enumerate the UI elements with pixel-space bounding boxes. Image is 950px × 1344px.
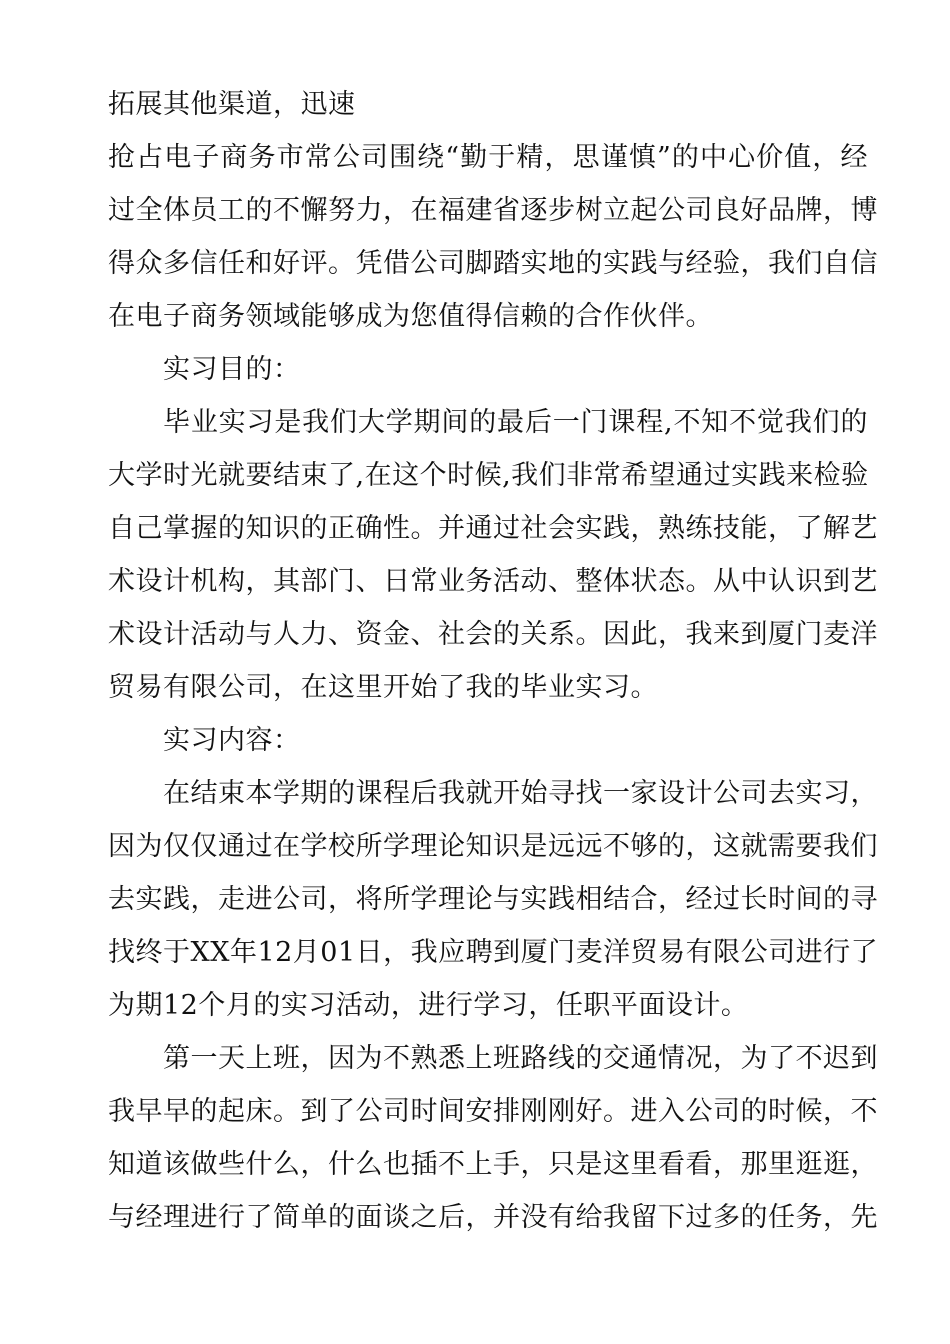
text-line: 找终于XX年12月01日，我应聘到厦门麦洋贸易有限公司进行了 [108,937,879,968]
text-line: 抢占电子商务市常公司围绕“勤于精，思谨慎”的中心价值，经 [108,142,868,173]
text-line: 得众多信任和好评。凭借公司脚踏实地的实践与经验，我们自信 [108,248,878,279]
text-line: 在电子商务领域能够成为您值得信赖的合作伙伴。 [108,301,713,332]
text-line: 术设计活动与人力、资金、社会的关系。因此，我来到厦门麦洋 [108,619,878,650]
text-line: 与经理进行了简单的面谈之后，并没有给我留下过多的任务，先 [108,1202,878,1233]
text-line: 知道该做些什么，什么也插不上手，只是这里看看，那里逛逛， [108,1149,878,1180]
text-line: 毕业实习是我们大学期间的最后一门课程,不知不觉我们的 [163,407,868,438]
section-heading-purpose: 实习目的： [163,354,301,385]
text-line: 第一天上班，因为不熟悉上班路线的交通情况，为了不迟到 [163,1043,878,1074]
text-line: 我早早的起床。到了公司时间安排刚刚好。进入公司的时候，不 [108,1096,878,1127]
text-line: 拓展其他渠道，迅速 [108,89,356,120]
text-line: 在结束本学期的课程后我就开始寻找一家设计公司去实习， [163,778,878,809]
text-line: 自己掌握的知识的正确性。并通过社会实践，熟练技能，了解艺 [108,513,878,544]
text-line: 术设计机构，其部门、日常业务活动、整体状态。从中认识到艺 [108,566,878,597]
text-line: 去实践，走进公司，将所学理论与实践相结合，经过长时间的寻 [108,884,878,915]
text-line: 因为仅仅通过在学校所学理论知识是远远不够的，这就需要我们 [108,831,878,862]
text-line: 过全体员工的不懈努力，在福建省逐步树立起公司良好品牌，博 [108,195,878,226]
text-line: 大学时光就要结束了,在这个时候,我们非常希望通过实践来检验 [108,460,869,491]
section-heading-content: 实习内容： [163,725,301,756]
text-line: 贸易有限公司，在这里开始了我的毕业实习。 [108,672,658,703]
text-line: 为期12个月的实习活动，进行学习，任职平面设计。 [108,990,749,1021]
